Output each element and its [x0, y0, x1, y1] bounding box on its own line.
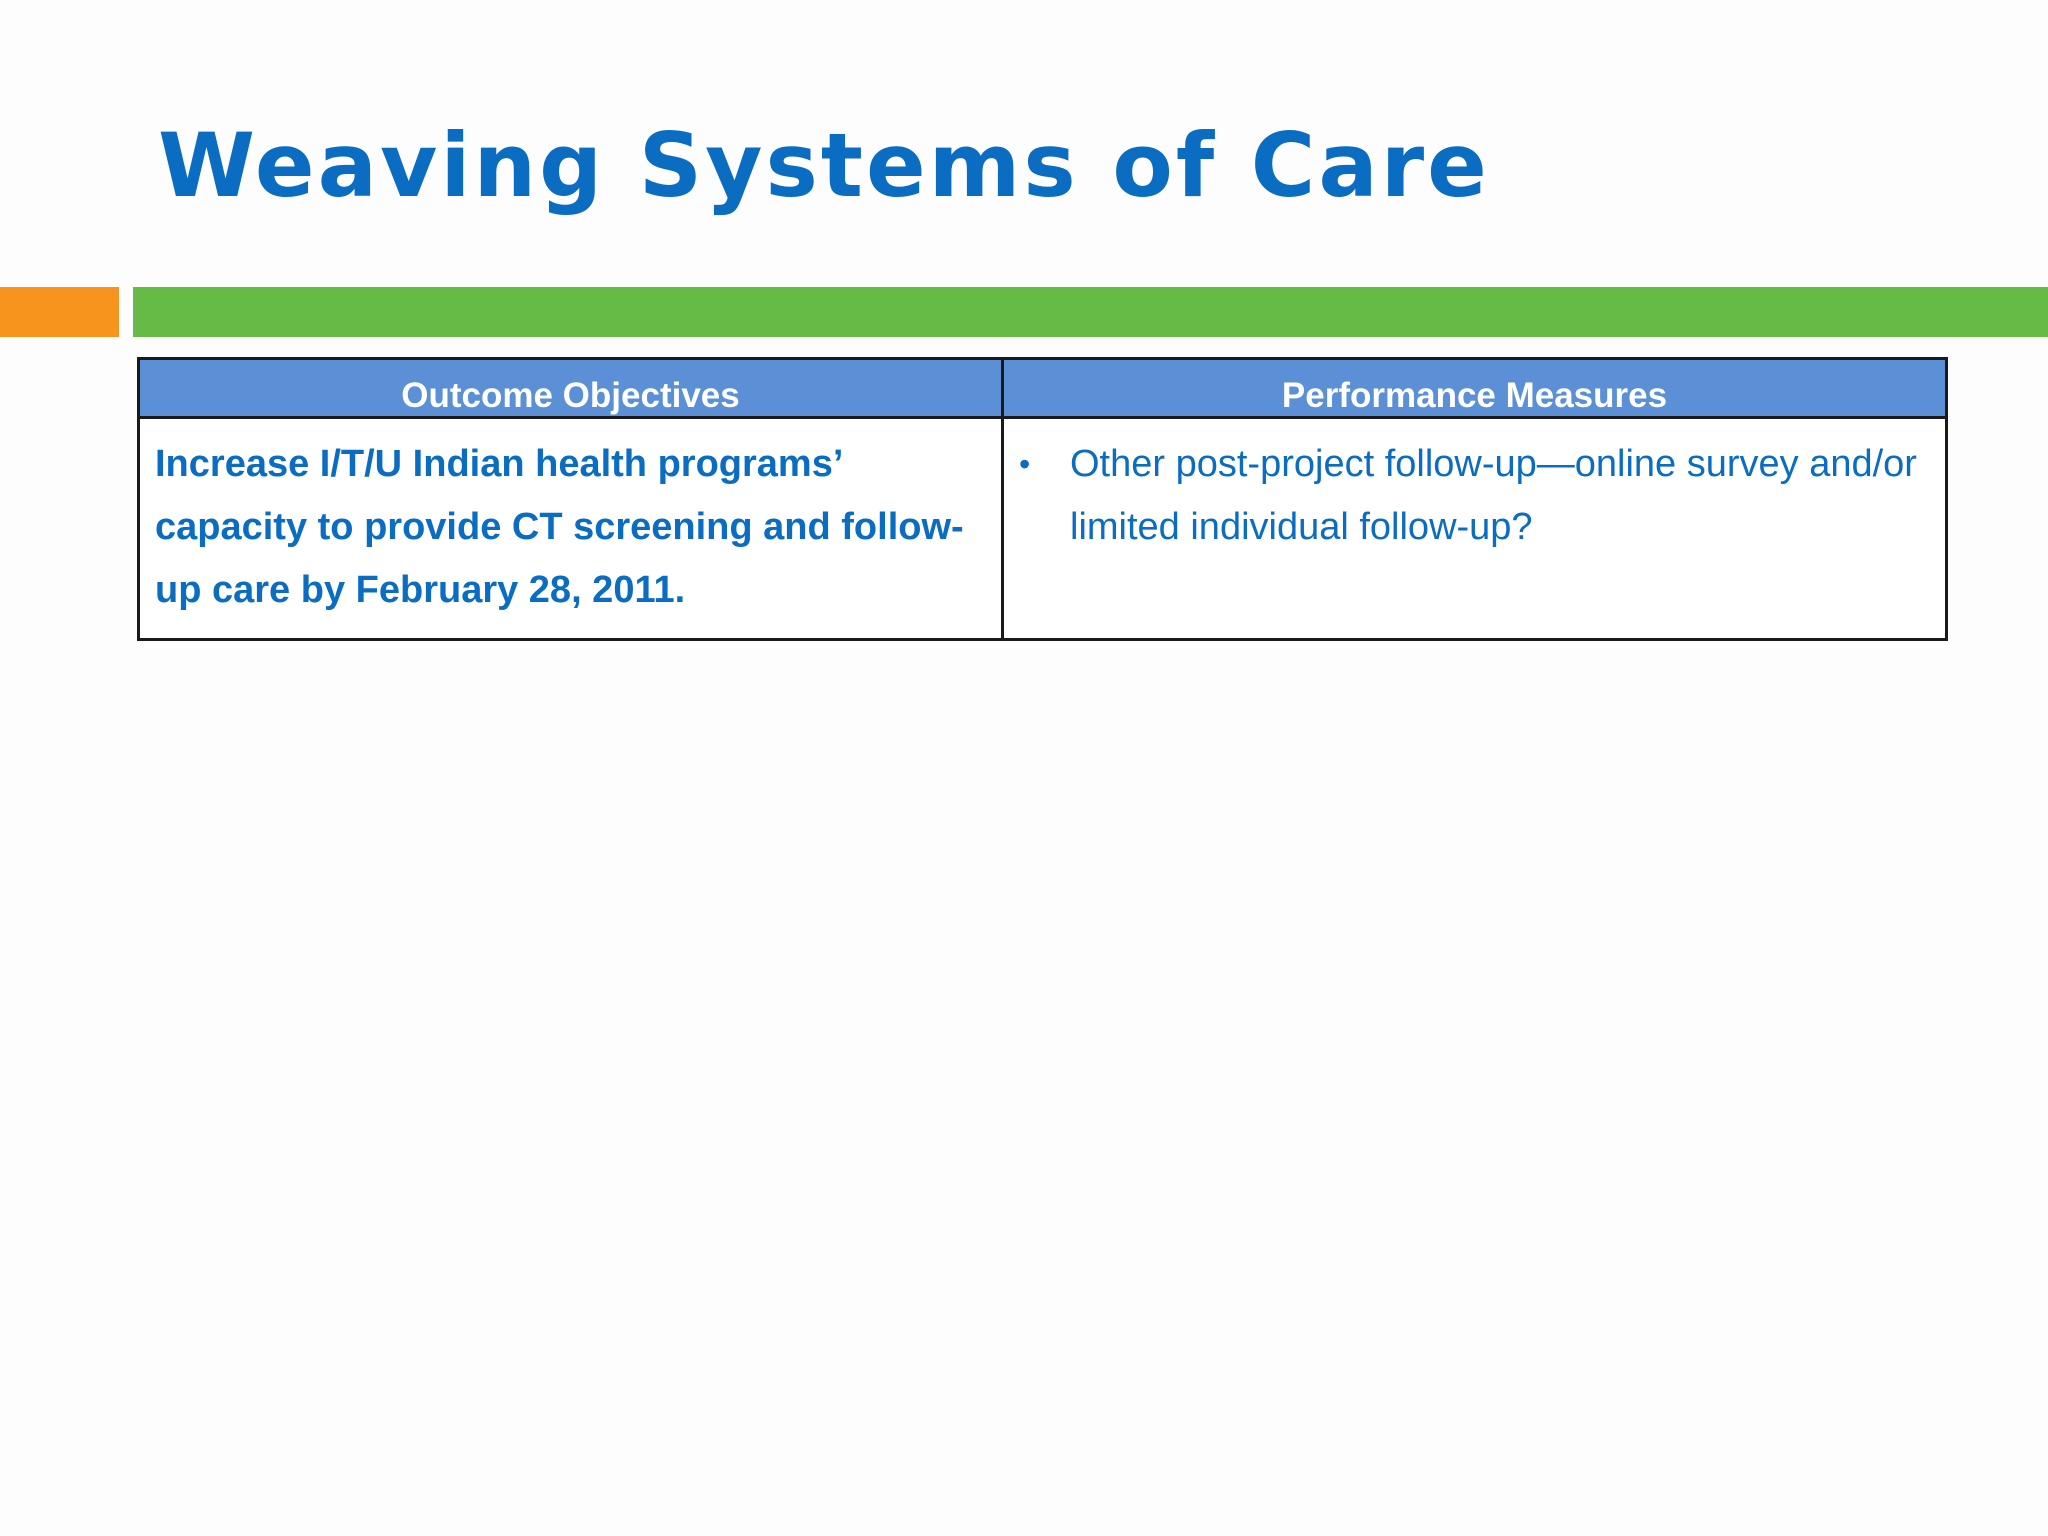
- measures-cell: [1004, 419, 1945, 638]
- header-outcome-objectives: Outcome Objectives: [140, 360, 1004, 416]
- green-accent-bar: [133, 287, 2048, 337]
- table-header-row: [140, 360, 1945, 419]
- bullet-icon: •: [1019, 446, 1031, 482]
- orange-accent-bar: [0, 287, 119, 337]
- slide-title: Weaving Systems of Care: [158, 114, 1490, 217]
- objectives-table: [137, 357, 1948, 641]
- measure-item: Other post-project follow-up—online survey and/or limited individual follow-up?: [1070, 443, 1917, 548]
- header-performance-measures: Performance Measures: [1281, 376, 1668, 415]
- table-row: [140, 419, 1945, 638]
- objective-cell: Increase I/T/U Indian health programs’ capacity to provide CT screening and follow-up care by February 28, 2011.: [140, 419, 1004, 638]
